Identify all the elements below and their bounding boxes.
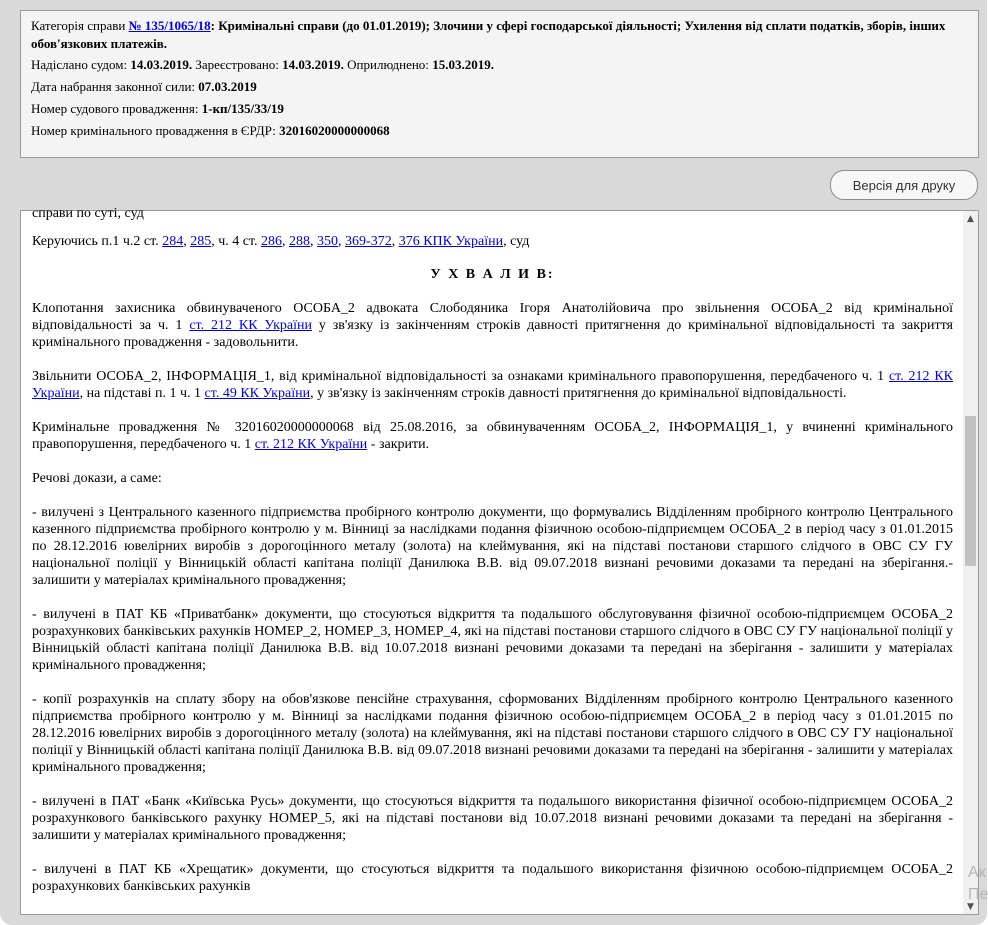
scroll-up-arrow-icon[interactable]: ▲ [967,213,974,224]
paragraph-evidence-4: - вилучені в ПАТ «Банк «Київська Русь» документи, що стосуються відкриття та подальшого використання фізичної особою-підприємцем ОСОБА_2 розрахункового банківського рахунку НОМЕР_5, які на підставі постанови від 10.07.2018 визнані речовими доказами та передані на зберігання - залишити у матеріалах кримінального провадження; [32,794,953,843]
vertical-scrollbar[interactable] [963,211,978,914]
link-art-286[interactable]: 286 [261,234,283,249]
registered-date: 14.03.2019. [282,57,344,72]
text-span: Клопотання захисника обвинуваченого ОСОБА_2 адвоката Слободяника Ігоря Анатолійовича про звільнення ОСОБА_2 від кримінальної відповідальності за ч. 1 [32,301,953,333]
link-art-285[interactable]: 285 [190,234,212,249]
text-span: - закрити. [367,437,430,452]
paragraph-release [32,368,953,402]
resolution-heading: У Х В А Л И В: [430,267,555,282]
published-label: Оприлюднено: [343,57,433,72]
category-text: : Кримінальні справи (до 01.01.2019); Злочини у сфері господарської діяльності; Ухилення від сплати податків, зборів, інших обов'язкових платежів. [31,18,946,51]
paragraph-evidence-intro: Речові докази, а саме: [32,471,162,486]
link-art-212[interactable]: ст. 212 КК України [254,437,368,452]
erdr-label: Номер кримінального провадження в ЄРДР: [31,123,280,138]
force-label: Дата набрання законної сили: [31,79,199,94]
published-date: 15.03.2019. [432,57,494,72]
paragraph-evidence-1: - вилучені з Центрального казенного підприємства пробірного контролю документи, що формувались Відділенням пробірного контролю Центрального казенного підприємства пробірного контролю у м. Вінниці за наслідками подання фізичною особою-підприємцем ОСОБА_2 в період часу з 01.01.2015 по 28.12.2016 ювелірних виробів з дорогоцінного металу (золота) на клеймування, які на підставі постанови старшого слідчого в ОВС СУ ГУ національної поліції у Вінницькій області капітана поліції Данилюка В.В. від 09.07.2018 визнані речовими доказами та передані на зберігання.- залишити у матеріалах кримінального провадження; [32,505,953,588]
link-art-376[interactable]: 376 КПК України [398,234,504,249]
watermark-line-1: Ак [968,864,986,881]
proceeding-label: Номер судового провадження: [31,101,202,116]
text-span: Кримінальне провадження № 32016020000000068 від 25.08.2016, за обвинуваченням ОСОБА_2, ІНФОРМАЦІЯ_1, у вчиненні кримінального правопорушення, передбаченого ч. 1 [32,420,953,452]
text-span: , [183,234,191,249]
text-span: , [282,234,290,249]
force-date-row [31,76,968,98]
link-art-350[interactable]: 350 [317,234,339,249]
erdr-number-row [31,120,968,142]
text-span: у зв'язку із закінченням строків давності притягнення до кримінальної відповідальності та закриття кримінального провадження - задовольнити. [32,318,953,350]
cut-off-line: справи по суті, суд [32,206,144,221]
print-version-button[interactable]: Версія для друку [830,170,978,200]
text-span: , [338,234,346,249]
text-span: Керуючись п.1 ч.2 ст. [32,234,163,249]
scroll-thumb[interactable] [965,416,976,566]
text-span: Звільнити ОСОБА_2, ІНФОРМАЦІЯ_1, від кримінальної відповідальності за ознаками кримінального правопорушення, передбаченого ч. 1 [32,369,889,384]
paragraph-evidence-5: - вилучені в ПАТ КБ «Хрещатик» документи, що стосуються відкриття та подальшого використання фізичною особою-підприємцем ОСОБА_2 розрахункових банківських рахунків [32,862,953,894]
sent-label: Надіслано судом: [31,57,131,72]
text-span: , [310,234,318,249]
text-span: , [391,234,399,249]
paragraph-close-proceeding [32,419,953,453]
case-info-panel [20,10,979,158]
link-art-284[interactable]: 284 [162,234,184,249]
document-content [32,206,953,895]
scroll-down-arrow-icon[interactable]: ▼ [967,901,974,912]
text-span: , ч. 4 ст. [211,234,262,249]
link-art-212[interactable]: ст. 212 КК України [189,318,312,333]
case-number-link[interactable]: № 135/1065/18 [128,18,211,33]
paragraph-motion [32,300,953,351]
link-art-288[interactable]: 288 [289,234,311,249]
activation-watermark [968,862,988,906]
text-span: , на підставі п. 1 ч. 1 [79,386,205,401]
text-span: , у зв'язку із закінченням строків давності притягнення до кримінальної відповідальності. [310,386,847,401]
sent-date: 14.03.2019. [130,57,193,72]
erdr-number: 32016020000000068 [279,123,390,138]
link-art-212[interactable]: ст. 212 КК України [32,369,953,401]
text-span: , суд [503,234,530,249]
watermark-line-2: Пе [968,886,988,903]
proceeding-number-row [31,98,968,120]
paragraph-evidence-2: - вилучені в ПАТ КБ «Приватбанк» документи, що стосуються відкриття та подальшого обслуговування фізичної особою-підприємцем ОСОБА_2 розрахункових банківських рахунків НОМЕР_2, НОМЕР_3, НОМЕР_4, які на підставі постанови старшого слідчого в ОВС СУ ГУ національної поліції у Вінницькій області капітана поліції Данилюка В.В. від 10.07.2018 визнані речовими доказами та передані на зберігання - залишити у матеріалах кримінального провадження; [32,607,953,673]
force-date: 07.03.2019 [198,79,257,94]
registered-label: Зареєстровано: [192,57,283,72]
paragraph-guided-by [32,233,953,250]
link-art-49[interactable]: ст. 49 КК України [204,386,311,401]
category-label: Категорія справи [31,18,129,33]
proceeding-number: 1-кп/135/33/19 [201,101,284,116]
dates-row [31,54,968,76]
paragraph-evidence-3: - копії розрахунків на сплату збору на обов'язкове пенсійне страхування, сформованих Відділенням пробірного контролю Центрального казенного підприємства пробірного контролю у м. Вінниці за наслідками подання фізичною особою-підприємцем ОСОБА_2 в період часу з 01.01.2015 по 28.12.2016 ювелірних виробів з дорогоцінного металу (золота) на клеймування, які на підставі постанови старшого слідчого в ОВС СУ ГУ національної поліції у Вінницькій області капітана поліції Данилюка В.В. від 09.07.2018 визнані речовими доказами та передані на зберігання - залишити у матеріалах кримінального провадження; [32,692,953,775]
link-art-369-372[interactable]: 369-372 [345,234,392,249]
document-text-area[interactable] [20,206,979,915]
case-category-row [31,15,968,54]
